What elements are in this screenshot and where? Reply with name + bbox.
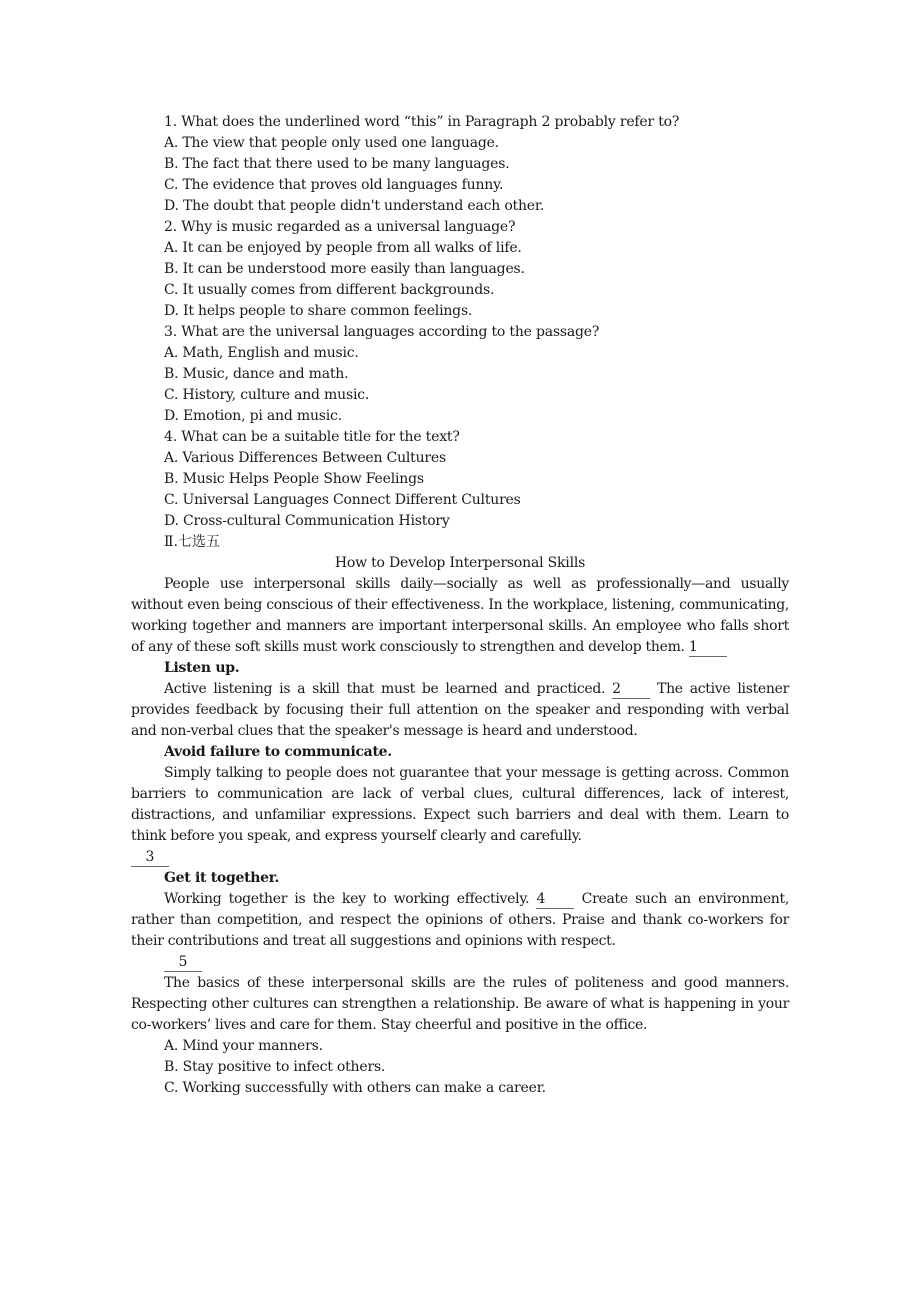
heading-listen-up: Listen up. <box>164 660 240 676</box>
question-stem: 1. What does the underlined word “this” in Paragraph 2 probably refer to? <box>164 114 680 130</box>
option-a: A. The view that people only used one language. <box>164 135 499 151</box>
option-a: A. Various Differences Between Cultures <box>164 450 446 466</box>
choice-a: A. Mind your manners. <box>164 1038 323 1054</box>
question-3 <box>131 322 789 427</box>
question-stem: 4. What can be a suitable title for the text? <box>164 429 460 445</box>
blank-5[interactable]: 5 <box>164 954 202 972</box>
choice-b: B. Stay positive to infect others. <box>164 1059 386 1075</box>
blank-5-row <box>131 952 789 973</box>
paragraph-text: Active listening is a skill that must be learned and practiced. <box>164 681 613 697</box>
option-b: B. It can be understood more easily than languages. <box>164 261 525 277</box>
option-d: D. Cross-cultural Communication History <box>164 513 450 529</box>
choice-c: C. Working successfully with others can make a career. <box>164 1080 546 1096</box>
intro-text: People use interpersonal skills daily—socially as well as professionally—and usually without even being conscious of their effectiveness. In the workplace, listening, communicating, working together and manners are important interpersonal skills. An employee who falls short of any of these soft skills must work consciously to strengthen and develop them. <box>131 576 789 655</box>
question-4 <box>131 427 789 532</box>
paragraph-text: Create such an environment, rather than competition, and respect the opinions of others. Praise and thank co-workers for their contributions and treat all suggestions and opinions with respect. <box>131 891 790 949</box>
question-stem: 2. Why is music regarded as a universal language? <box>164 219 516 235</box>
paragraph-manners: The basics of these interpersonal skills are the rules of politeness and good manners. Respecting other cultures can strengthen a relationship. Be aware of what is happening in your co-workers’ lives and care for them. Stay cheerful and positive in the office. <box>131 975 789 1033</box>
paragraph-text: Working together is the key to working effectively. <box>164 891 537 907</box>
heading-get-together: Get it together. <box>164 870 280 886</box>
section-label: Ⅱ.七选五 <box>164 534 220 550</box>
blank-4[interactable]: 4 <box>536 891 574 909</box>
option-b: B. Music Helps People Show Feelings <box>164 471 424 487</box>
question-1 <box>131 112 789 217</box>
option-c: C. The evidence that proves old languages funny. <box>164 177 504 193</box>
paragraph-get-together <box>131 889 789 952</box>
blank-3[interactable]: 3 <box>131 849 169 867</box>
option-d: D. It helps people to share common feelings. <box>164 303 473 319</box>
option-d: D. The doubt that people didn't understand each other. <box>164 198 545 214</box>
option-c: C. History, culture and music. <box>164 387 370 403</box>
option-a: A. It can be enjoyed by people from all walks of life. <box>164 240 522 256</box>
blank-3-row <box>131 847 789 868</box>
option-b: B. The fact that there used to be many languages. <box>164 156 510 172</box>
option-b: B. Music, dance and math. <box>164 366 349 382</box>
option-a: A. Math, English and music. <box>164 345 359 361</box>
paragraph-avoid-failure: Simply talking to people does not guarantee that your message is getting across. Common barriers to communication are lack of verbal clues, cultural differences, lack of interest, distractions, and unfamiliar expressions. Expect such barriers and deal with them. Learn to think before you speak, and express yourself clearly and carefully. <box>131 765 789 844</box>
question-stem: 3. What are the universal languages according to the passage? <box>164 324 600 340</box>
option-c: C. It usually comes from different backgrounds. <box>164 282 495 298</box>
option-d: D. Emotion, pi and music. <box>164 408 342 424</box>
intro-paragraph <box>131 574 789 658</box>
heading-avoid-failure: Avoid failure to communicate. <box>164 744 392 760</box>
blank-1[interactable]: 1 <box>689 639 727 657</box>
passage-title: How to Develop Interpersonal Skills <box>334 555 586 571</box>
option-c: C. Universal Languages Connect Different Cultures <box>164 492 521 508</box>
document-page <box>131 112 789 1099</box>
blank-2[interactable]: 2 <box>612 681 650 699</box>
question-2 <box>131 217 789 322</box>
paragraph-listen-up <box>131 679 789 742</box>
paragraph-text: The active listener provides feedback by focusing their full attention on the speaker and responding with verbal and non-verbal clues that the speaker's message is heard and understood. <box>131 681 789 739</box>
